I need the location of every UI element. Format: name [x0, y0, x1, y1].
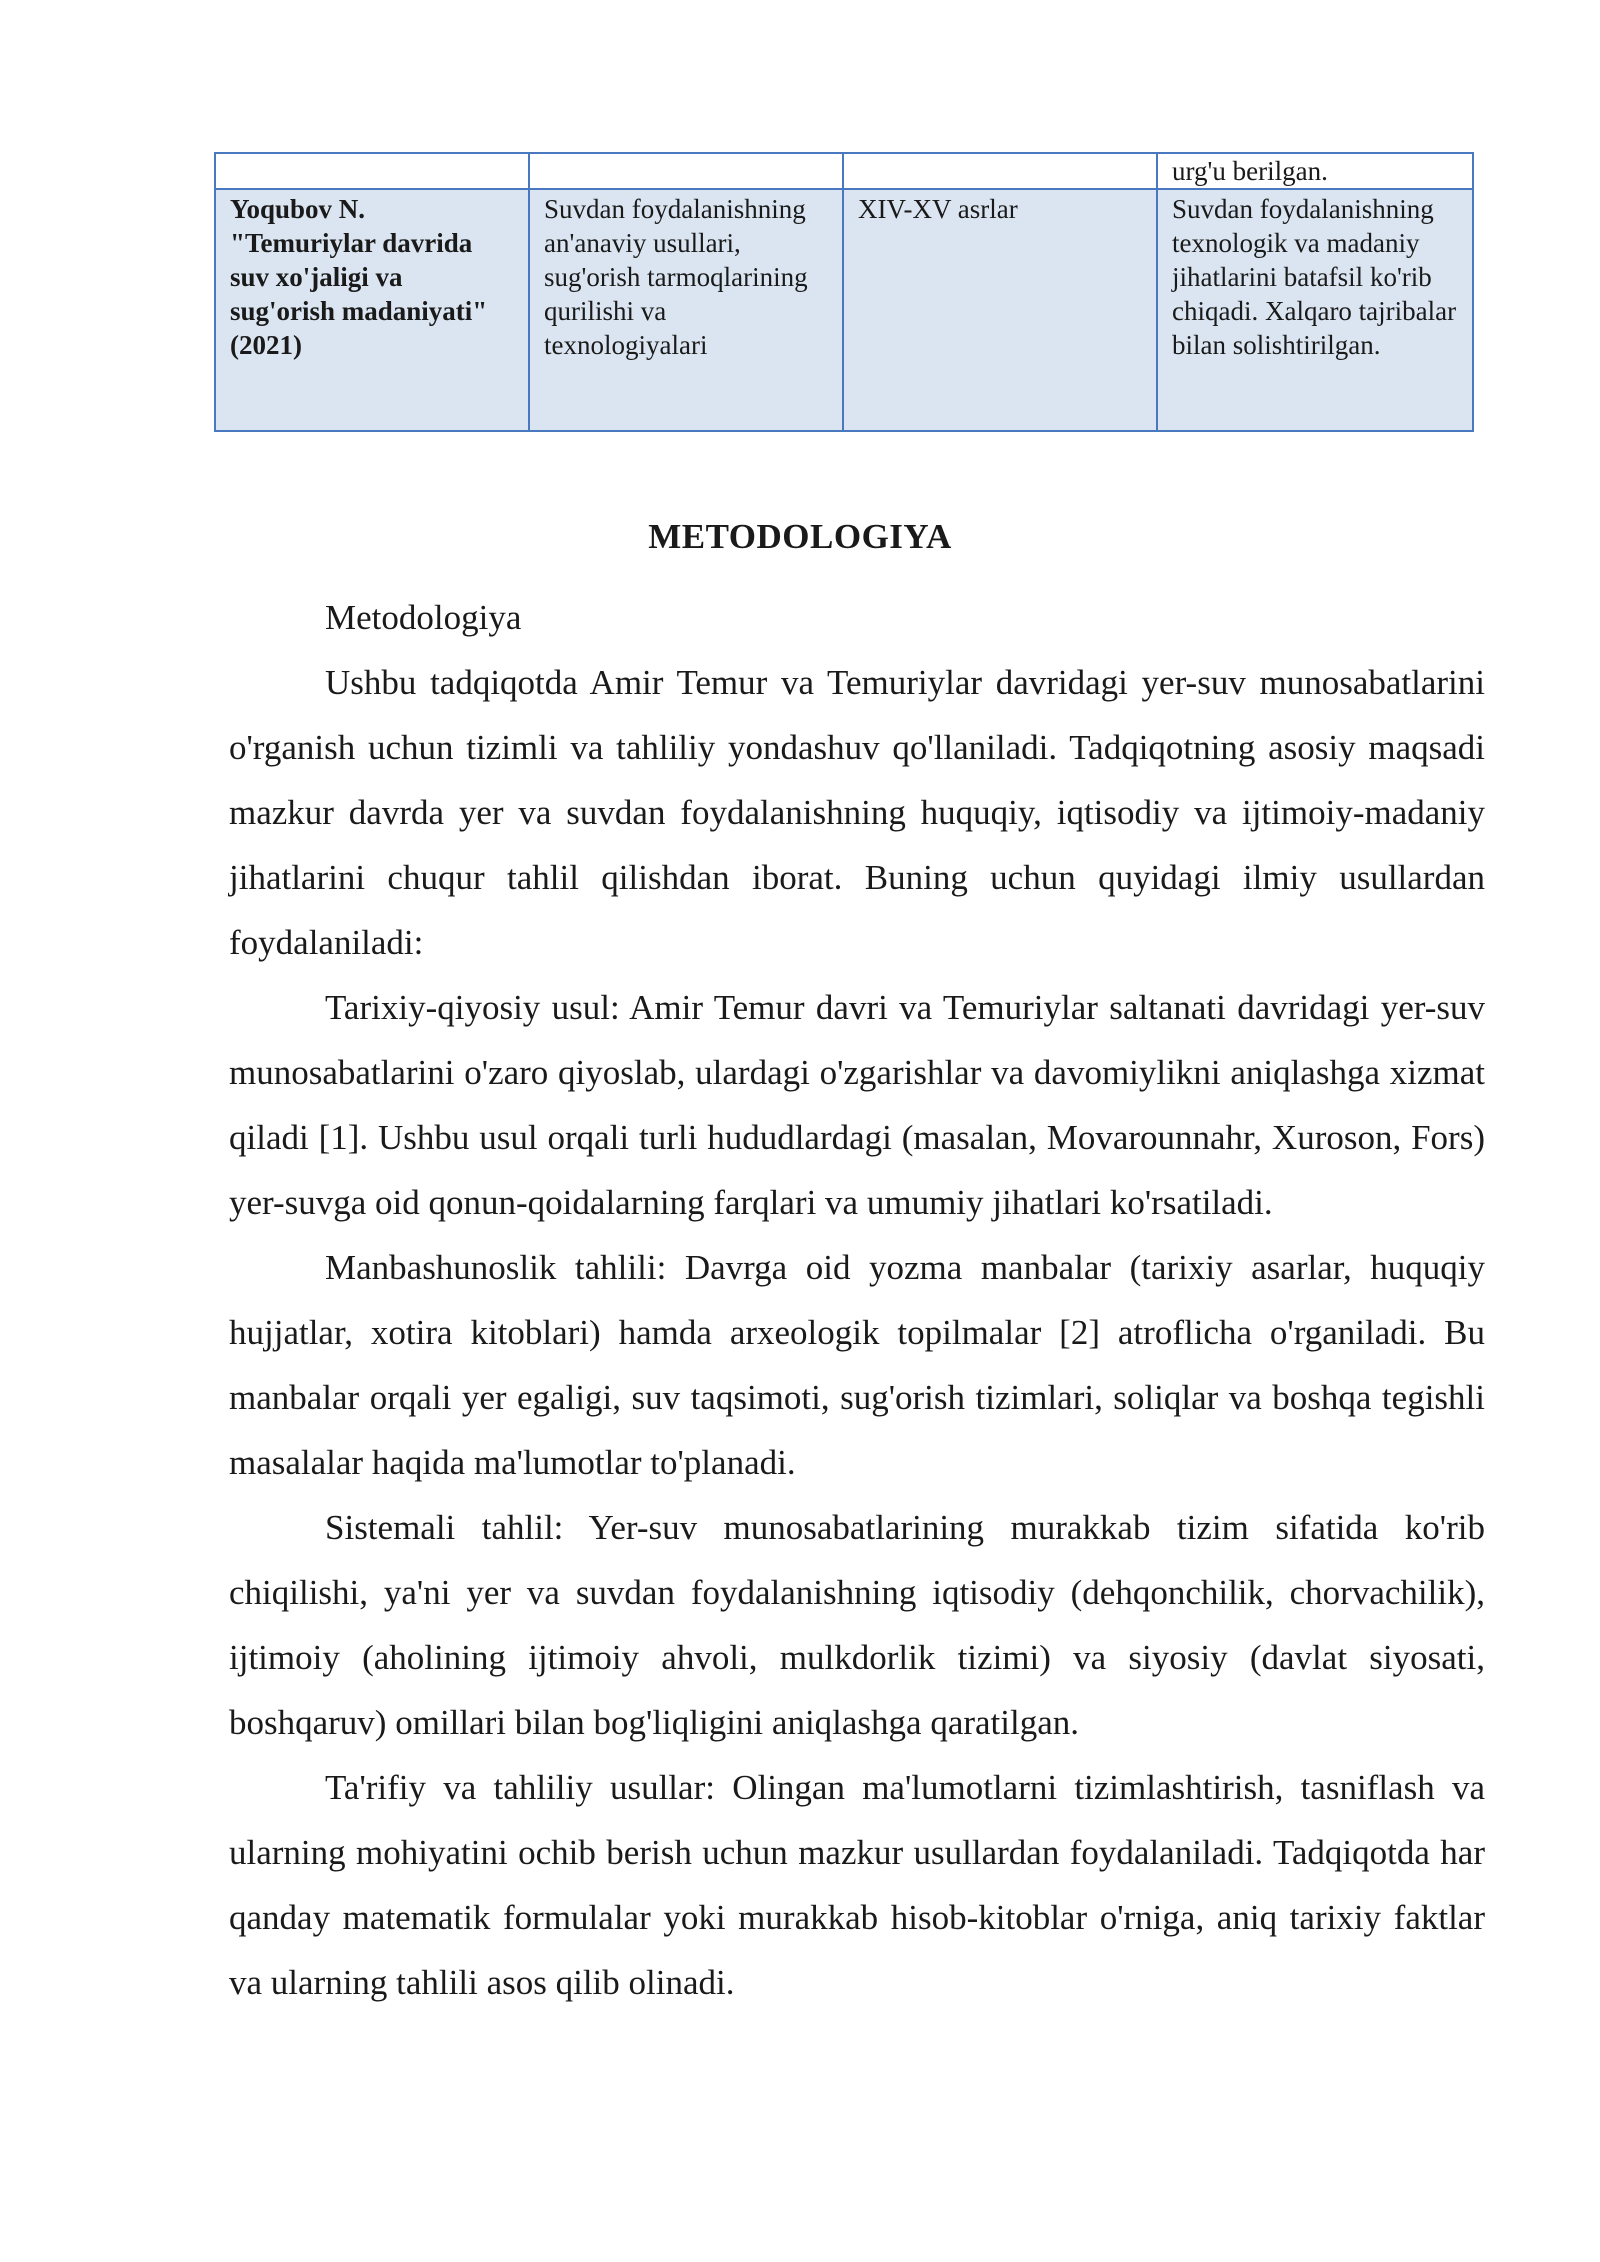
body-paragraph: Tarixiy-qiyosiy usul: Amir Temur davri va Temuriylar saltanati davridagi yer-suv munosabatlarini o'zaro qiyoslab, ulardagi o'zgarishlar va davomiylikni aniqlashga xizmat qiladi [1]. Ushbu usul orqali turli hududlardagi (masalan, Movarounnahr, Xuroson, Fors) yer-suvga oid qonun-qoidalarning farqlari va umumiy jihatlari ko'rsatiladi.	[229, 988, 1485, 1222]
section-body	[229, 585, 1485, 2015]
section-heading: METODOLOGIYA	[648, 517, 952, 556]
table-cell	[843, 153, 1157, 189]
subheading-paragraph: Metodologiya	[325, 598, 522, 637]
table-cell-period: XIV-XV asrlar	[843, 189, 1157, 431]
body-paragraph: Ushbu tadqiqotda Amir Temur va Temuriylar davridagi yer-suv munosabatlarini o'rganish uchun tizimli va tahliliy yondashuv qo'llaniladi. Tadqiqotning asosiy maqsadi mazkur davrda yer va suvdan foydalanishning huquqiy, iqtisodiy va ijtimoiy-madaniy jihatlarini chuqur tahlil qilishdan iborat. Buning uchun quyidagi ilmiy usullardan foydalaniladi:	[229, 663, 1485, 962]
table-row	[215, 189, 1473, 431]
body-paragraph: Sistemali tahlil: Yer-suv munosabatlarining murakkab tizim sifatida ko'rib chiqilishi, ya'ni yer va suvdan foydalanishning iqtisodiy (dehqonchilik, chorvachilik), ijtimoiy (aholining ijtimoiy ahvoli, mulkdorlik tizimi) va siyosiy (davlat siyosati, boshqaruv) omillari bilan bog'liqligini aniqlashga qaratilgan.	[229, 1508, 1485, 1742]
table-cell-result: Suvdan foydalanishning texnologik va madaniy jihatlarini batafsil ko'rib chiqadi. Xalqaro tajribalar bilan solishtirilgan.	[1157, 189, 1473, 431]
table-cell-topic: Suvdan foydalanishning an'anaviy usullari, sug'orish tarmoqlarining qurilishi va texnologiyalari	[529, 189, 843, 431]
body-paragraph: Manbashunoslik tahlili: Davrga oid yozma manbalar (tarixiy asarlar, huquqiy hujjatlar, xotira kitoblari) hamda arxeologik topilmalar [2] atroflicha o'rganiladi. Bu manbalar orqali yer egaligi, suv taqsimoti, sug'orish tizimlari, soliqlar va boshqa tegishli masalalar haqida ma'lumotlar to'planadi.	[229, 1248, 1485, 1482]
table-cell: urg'u berilgan.	[1157, 153, 1473, 189]
literature-review-table	[214, 152, 1474, 432]
table-cell	[215, 153, 529, 189]
table-row-continuation	[215, 153, 1473, 189]
body-paragraph: Ta'rifiy va tahliliy usullar: Olingan ma'lumotlarni tizimlashtirish, tasniflash va ularning mohiyatini ochib berish uchun mazkur usullardan foydalaniladi. Tadqiqotda har qanday matematik formulalar yoki murakkab hisob-kitoblar o'rniga, aniq tarixiy faktlar va ularning tahlili asos qilib olinadi.	[229, 1768, 1485, 2002]
table-cell	[529, 153, 843, 189]
table-cell-author: Yoqubov N. "Temuriylar davrida suv xo'jaligi va sug'orish madaniyati" (2021)	[215, 189, 529, 431]
